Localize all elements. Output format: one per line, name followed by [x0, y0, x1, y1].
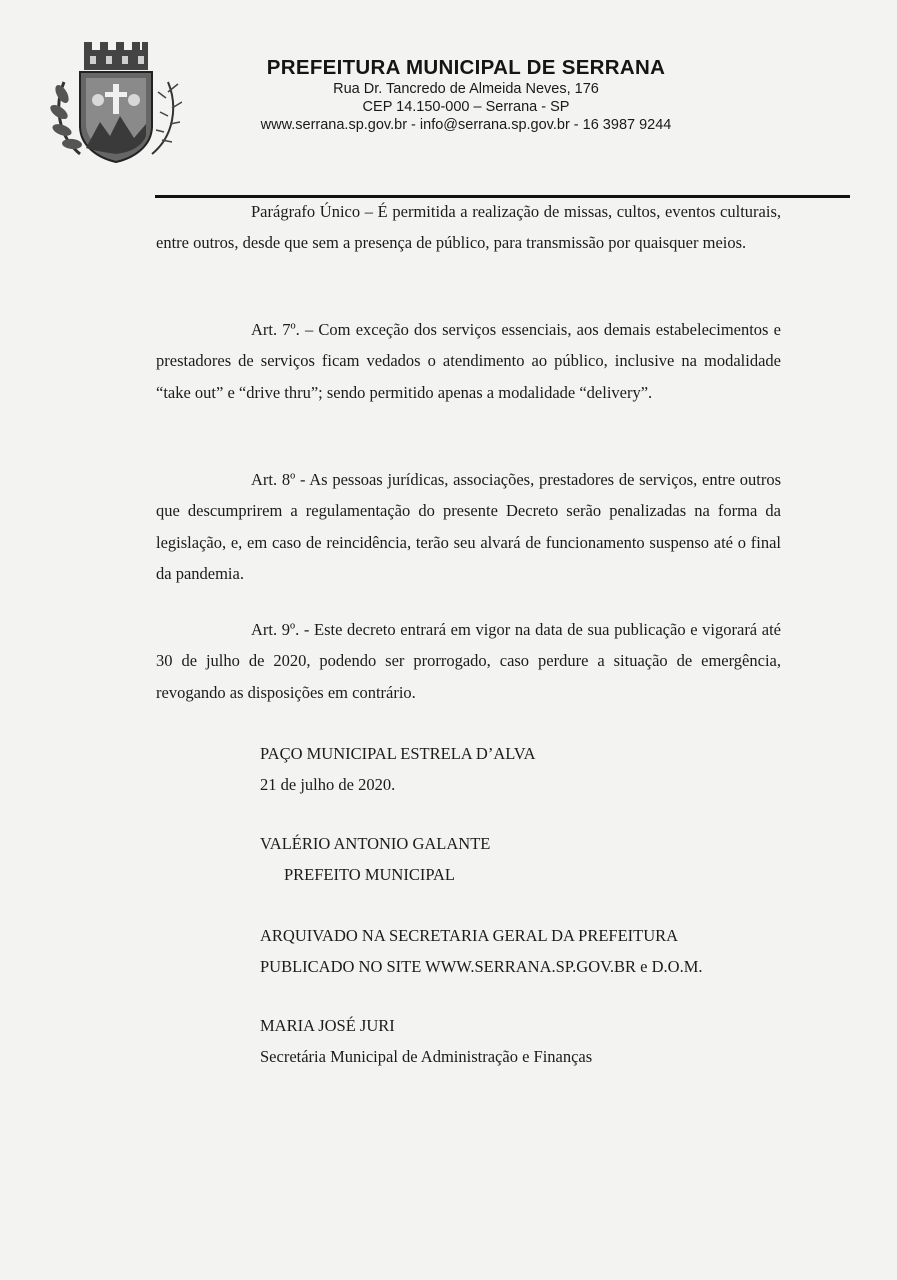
- article-9: Art. 9º. - Este decreto entrará em vigor na data de sua publicação e vigorará até 30 de julho de 2020, podendo ser prorrogado, caso perdure a situação de emergência, revogando as disposições em contrário.: [156, 620, 781, 702]
- municipal-coat-of-arms: [50, 36, 182, 176]
- place-date-block: [260, 738, 536, 801]
- article-7: Art. 7º. – Com exceção dos serviços essenciais, aos demais estabelecimentos e prestadores de serviços ficam vedados o atendimento ao público, inclusive na modalidade “take out” e “drive thru”; sendo permitido apenas a modalidade “delivery”.: [156, 320, 781, 402]
- letterhead: [216, 56, 716, 134]
- mayor-name: VALÉRIO ANTONIO GALANTE: [260, 834, 491, 853]
- letterhead-title: PREFEITURA MUNICIPAL DE SERRANA: [266, 56, 666, 79]
- secretary-name: MARIA JOSÉ JURI: [260, 1016, 395, 1035]
- letterhead-cep: CEP 14.150-000 – Serrana - SP: [362, 99, 570, 115]
- archived-note: ARQUIVADO NA SECRETARIA GERAL DA PREFEITURA: [260, 926, 679, 945]
- published-note: PUBLICADO NO SITE WWW.SERRANA.SP.GOV.BR e D.O.M.: [260, 957, 703, 977]
- place: PAÇO MUNICIPAL ESTRELA D’ALVA: [260, 744, 536, 763]
- letterhead-address: Rua Dr. Tancredo de Almeida Neves, 176: [333, 81, 599, 97]
- secretary-title: Secretária Municipal de Administração e Finanças: [260, 1047, 593, 1067]
- mayor-signature-block: [260, 828, 490, 891]
- paragrafo-unico: Parágrafo Único – É permitida a realização de missas, cultos, eventos culturais, entre outros, desde que sem a presença de público, para transmissão por quaisquer meios.: [156, 202, 781, 253]
- secretary-signature-block: [260, 1010, 592, 1073]
- letterhead-contact: www.serrana.sp.gov.br - info@serrana.sp.gov.br - 16 3987 9244: [260, 117, 672, 133]
- article-8: Art. 8º - As pessoas jurídicas, associações, prestadores de serviços, entre outros que descumprirem a regulamentação do presente Decreto serão penalizadas na forma da legislação, e, em caso de reincidência, terão seu alvará de funcionamento suspenso até o final da pandemia.: [156, 470, 781, 583]
- publication-note: [260, 920, 703, 983]
- date: 21 de julho de 2020.: [260, 775, 396, 795]
- mayor-title: PREFEITO MUNICIPAL: [284, 865, 455, 885]
